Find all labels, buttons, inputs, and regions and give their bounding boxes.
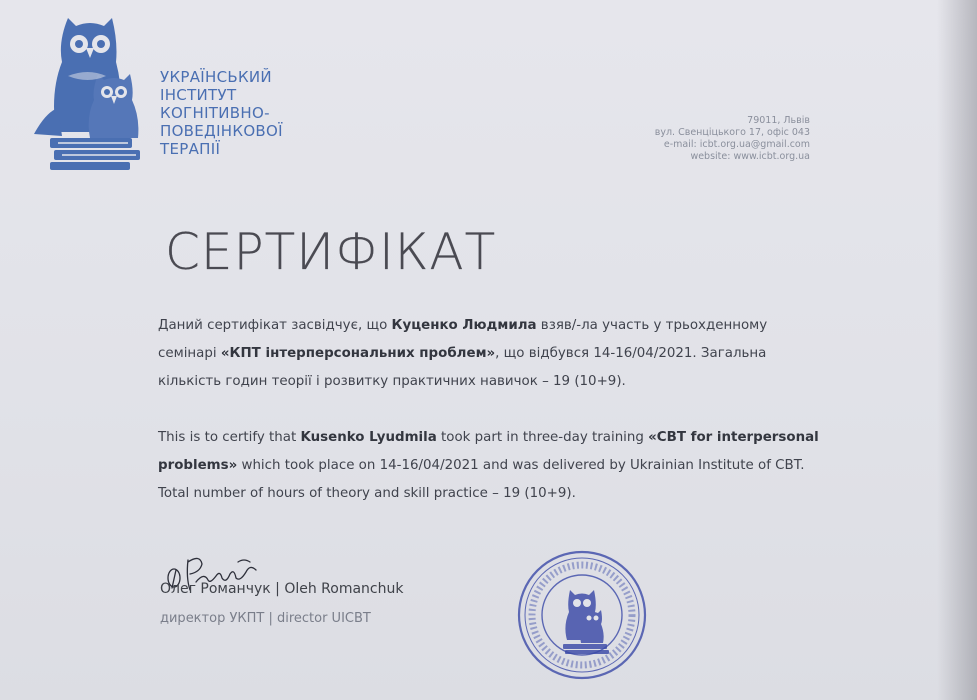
address-city: 79011, Львів [747, 115, 810, 126]
ua-text-part: , що відбувся 14-16/04/2021. Загальна кількість годин теорії і розвитку практичних навичок – 19 (10+9). [158, 346, 767, 389]
address-email: e-mail: icbt.org.ua@gmail.com [663, 139, 810, 150]
course-name-ua: «КПТ інтерперсональних проблем» [220, 346, 496, 361]
ua-text-part: Даний сертифікат засвідчує, що [158, 318, 392, 333]
organization-name-line: КОГНІТИВНО- [160, 104, 270, 122]
en-text-part: which took place on 14-16/04/2021 and was delivered by Ukrainian Institute of CBT. Total number of hours of theory and skill practice – 19 (10+9). [158, 458, 805, 501]
signatory-role: директор УКПТ | director UICBT [160, 611, 371, 626]
organization-name-line: ТЕРАПІЇ [160, 140, 221, 158]
organization-name [160, 68, 283, 158]
organization-name-line: ПОВЕДІНКОВОЇ [160, 122, 283, 140]
organization-name-line: УКРАЇНСЬКИЙ [160, 68, 272, 86]
organization-name-line: ІНСТИТУТ [160, 86, 237, 104]
owls-on-books-logo [28, 12, 153, 172]
signatory-name: Олег Романчук | Oleh Romanchuk [160, 581, 404, 597]
institute-seal-stamp [515, 548, 649, 682]
certificate-text-english [158, 424, 823, 508]
course-name-en: «CBT for interpersonal problems» [158, 430, 819, 473]
certificate-title: СЕРТИФІКАТ [165, 223, 497, 281]
recipient-name-ua: Куценко Людмила [391, 318, 537, 333]
certificate-text-ukrainian [158, 312, 823, 396]
recipient-name-en: Kusenko Lyudmila [300, 430, 437, 445]
en-text-part: This is to certify that [158, 430, 301, 445]
address-street: вул. Свенціцького 17, офіс 043 [654, 127, 810, 138]
address-block [655, 115, 810, 163]
ua-text-part: взяв/-ла участь у трьохденному семінарі [158, 318, 768, 361]
en-text-part: took part in three-day training [436, 430, 649, 445]
address-website: website: www.icbt.org.ua [690, 151, 810, 162]
